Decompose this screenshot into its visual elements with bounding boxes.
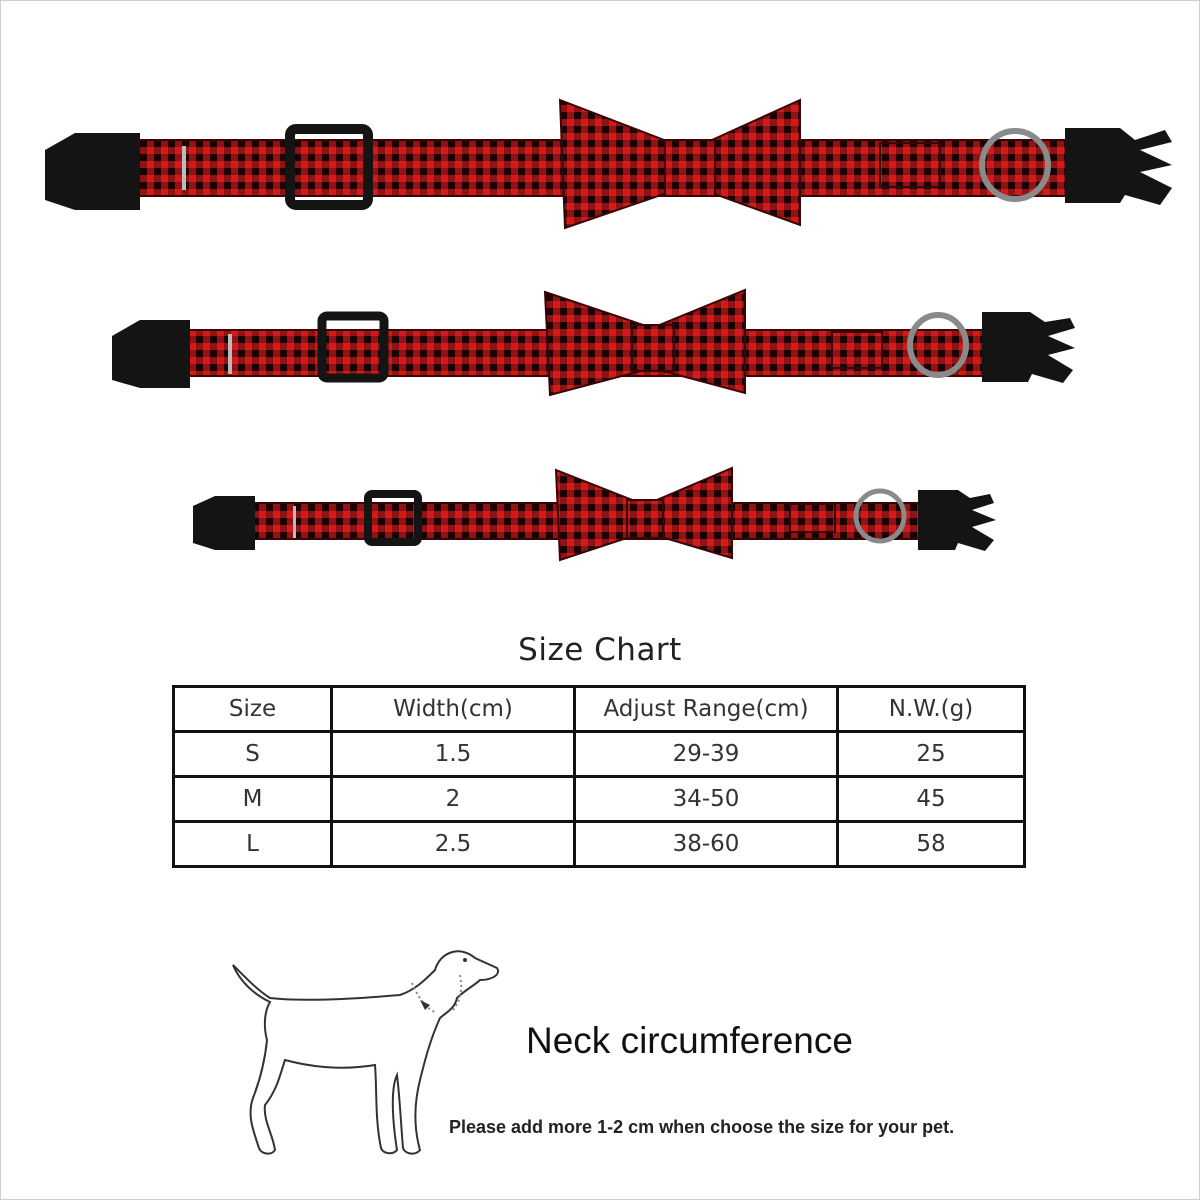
- cell-adjust-range: 34-50: [575, 777, 838, 822]
- cell-net-weight: 25: [838, 732, 1025, 777]
- small-collar: [193, 468, 996, 560]
- neck-circumference-label: Neck circumference: [526, 1020, 853, 1061]
- cell-width: 2: [332, 777, 575, 822]
- medium-collar: [112, 290, 1075, 395]
- size-chart-table: [172, 685, 1026, 868]
- cell-net-weight: 45: [838, 777, 1025, 822]
- header-net-weight: N.W.(g): [838, 687, 1025, 732]
- cell-size: L: [174, 822, 332, 867]
- buckle-female-icon: [112, 320, 190, 388]
- buckle-female-icon: [193, 496, 255, 550]
- table-header-row: [174, 687, 1025, 732]
- cell-adjust-range: 29-39: [575, 732, 838, 777]
- size-chart-title: Size Chart: [518, 632, 682, 668]
- header-adjust-range: Adjust Range(cm): [575, 687, 838, 732]
- buckle-male-icon: [1065, 128, 1172, 205]
- table-row: [174, 822, 1025, 867]
- size-advice-note: Please add more 1-2 cm when choose the size for your pet.: [449, 1117, 955, 1137]
- cell-adjust-range: 38-60: [575, 822, 838, 867]
- table-row: [174, 732, 1025, 777]
- table-row: [174, 777, 1025, 822]
- large-collar: [45, 100, 1172, 228]
- cell-net-weight: 58: [838, 822, 1025, 867]
- header-size: Size: [174, 687, 332, 732]
- buckle-male-icon: [982, 312, 1075, 383]
- buckle-male-icon: [918, 490, 996, 551]
- buckle-female-icon: [45, 133, 140, 210]
- cell-size: M: [174, 777, 332, 822]
- cell-size: S: [174, 732, 332, 777]
- cell-width: 1.5: [332, 732, 575, 777]
- header-width: Width(cm): [332, 687, 575, 732]
- cell-width: 2.5: [332, 822, 575, 867]
